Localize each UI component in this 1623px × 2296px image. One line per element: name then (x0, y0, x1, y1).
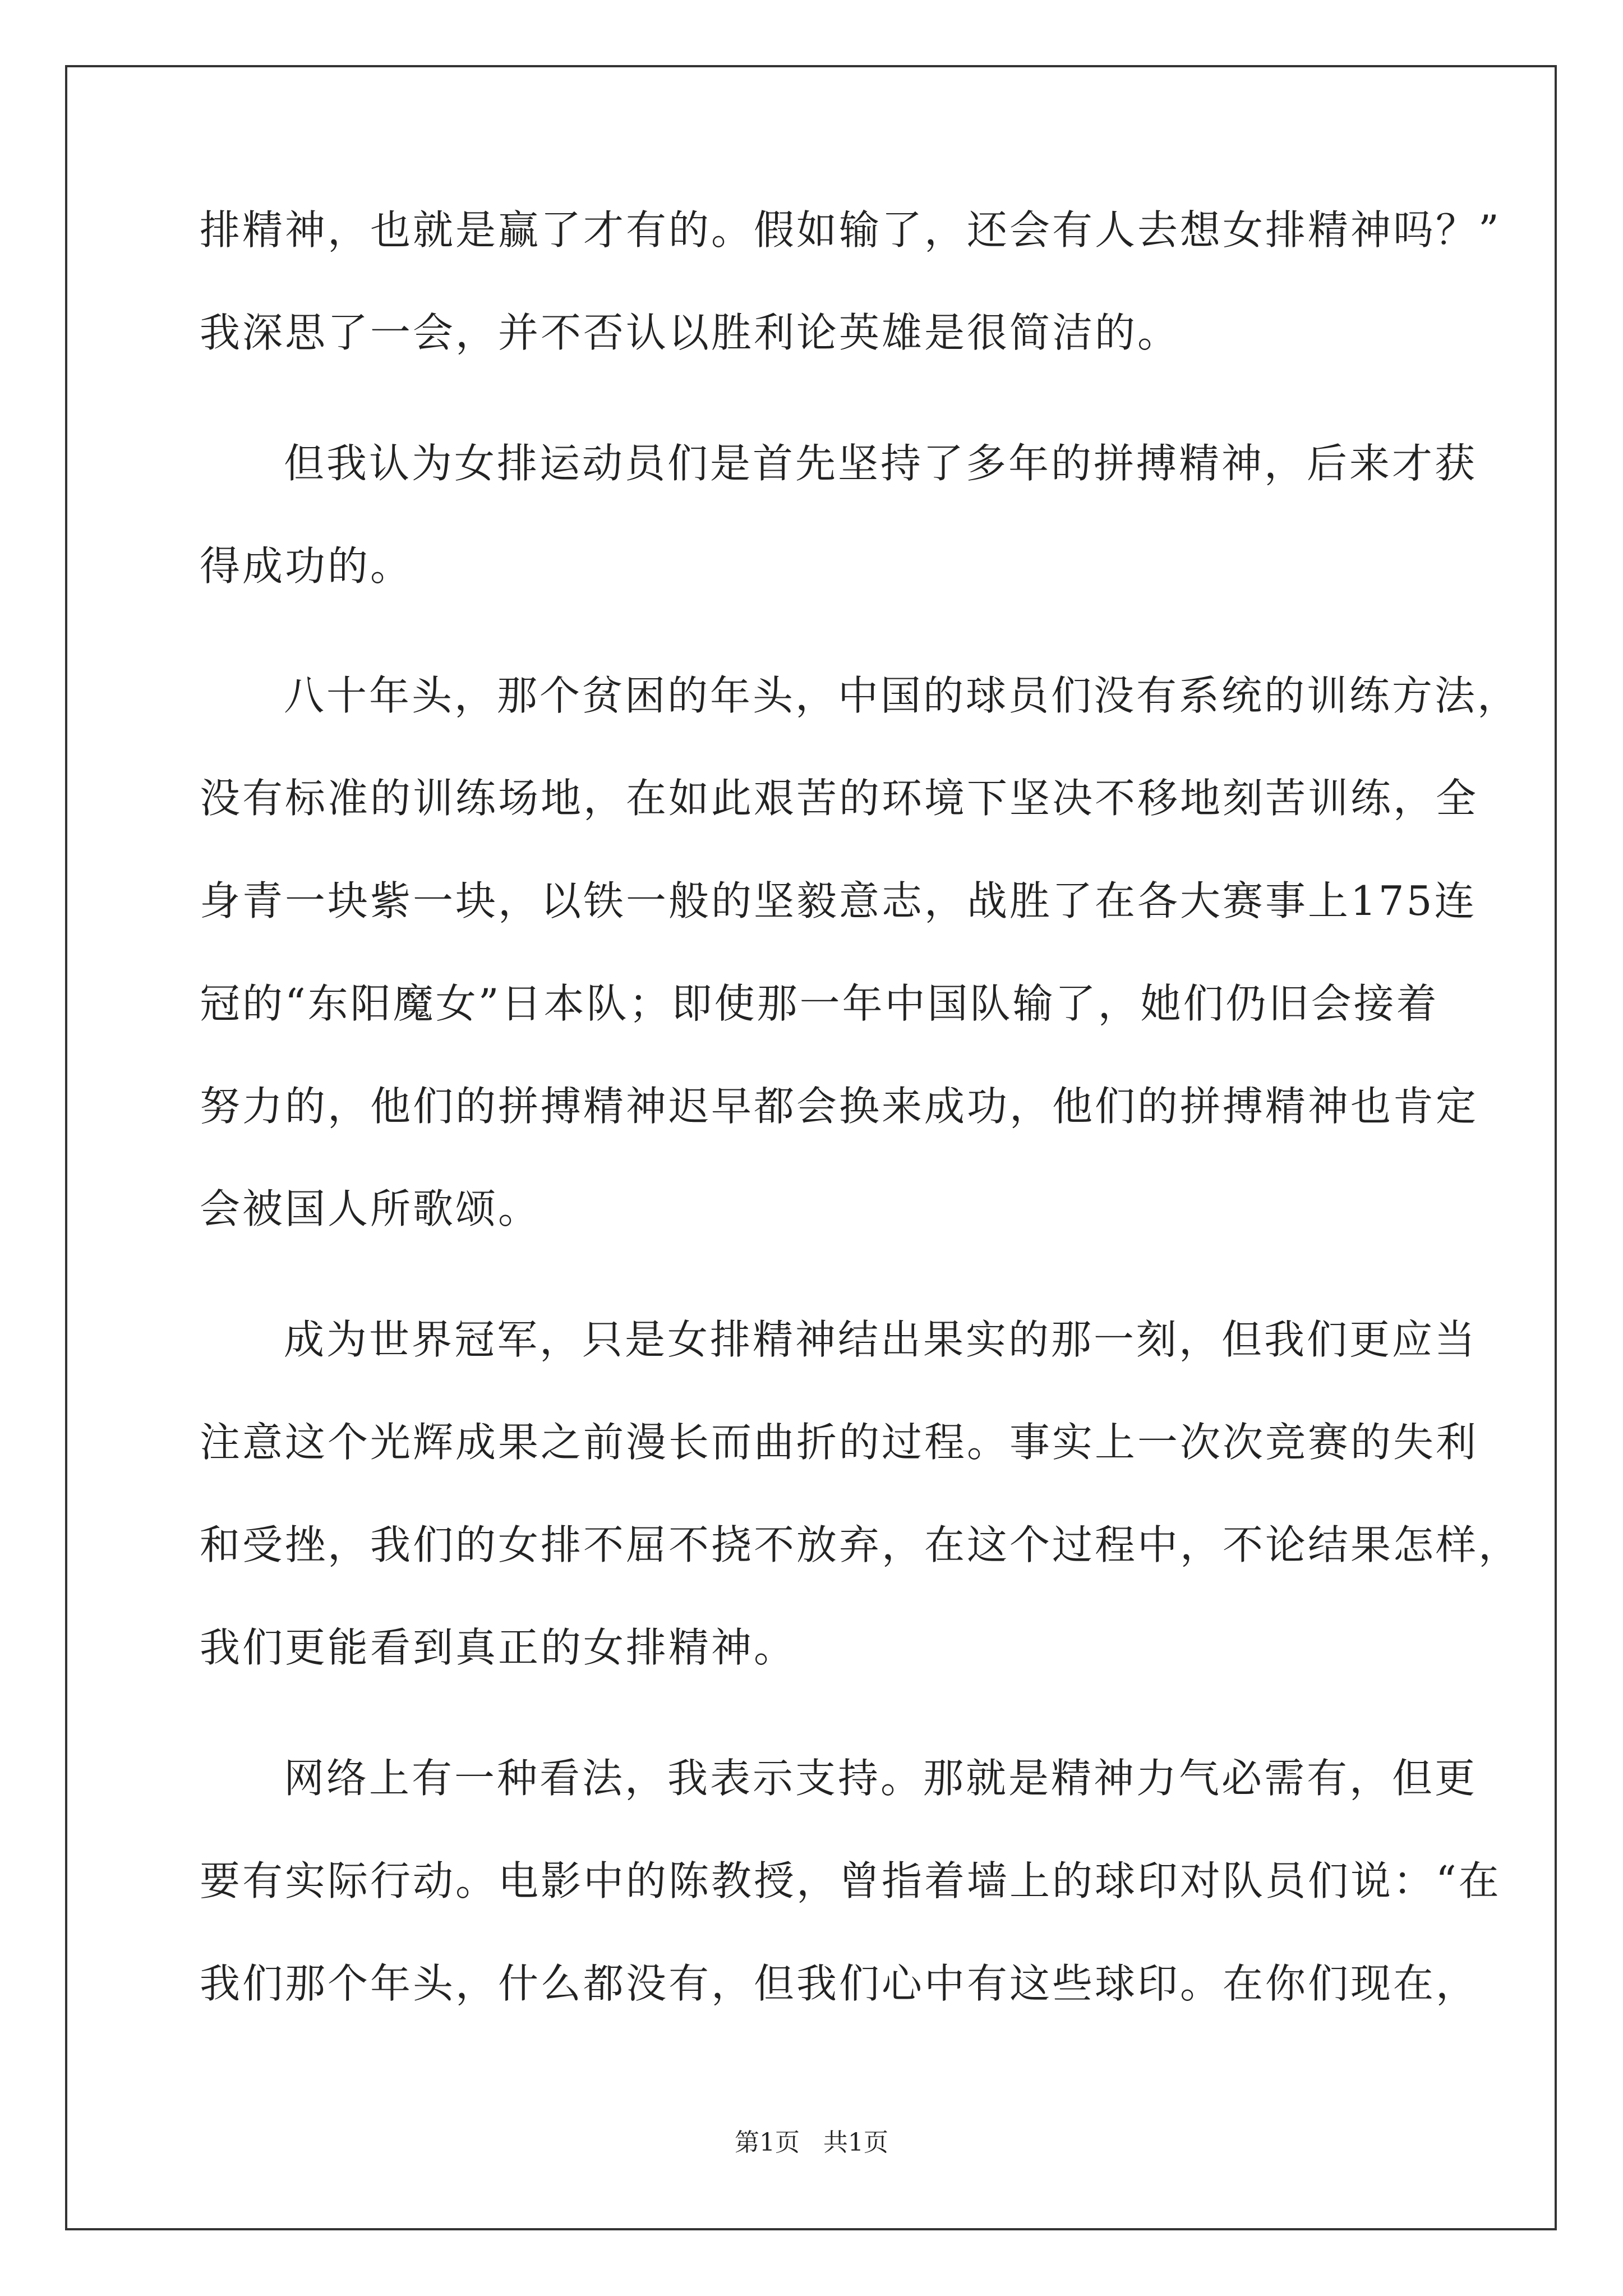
text-line: 注意这个光辉成果之前漫长而曲折的过程。事实上一次次竞赛的失利 (200, 1419, 1479, 1466)
text-line: 要有实际行动。电影中的陈教授，曾指着墙上的球印对队员们说：“在 (200, 1857, 1501, 1904)
text-line: 会被国人所歌颂。 (200, 1185, 541, 1232)
text-line: 排精神，也就是赢了才有的。假如输了，还会有人去想女排精神吗？” (200, 206, 1501, 254)
text-line: 我们那个年头，什么都没有，但我们心中有这些球印。在你们现在， (200, 1960, 1479, 2007)
text-line: 网络上有一种看法，我表示支持。那就是精神力气必需有，但更 (284, 1755, 1478, 1802)
text-line: 成为世界冠军，只是女排精神结出果实的那一刻，但我们更应当 (284, 1316, 1478, 1363)
text-line: 但我认为女排运动员们是首先坚持了多年的拼搏精神，后来才获 (284, 440, 1478, 487)
text-line: 和受挫，我们的女排不屈不挠不放弃，在这个过程中，不论结果怎样， (200, 1521, 1521, 1568)
text-line: 努力的，他们的拼搏精神迟早都会换来成功，他们的拼搏精神也肯定 (200, 1083, 1479, 1130)
text-line: 得成功的。 (200, 542, 413, 590)
text-line: 八十年头，那个贫困的年头，中国的球员们没有系统的训练方法， (284, 672, 1520, 719)
text-line: 没有标准的训练场地，在如此艰苦的环境下坚决不移地刻苦训练，全 (200, 775, 1479, 822)
page-number-footer: 第1页 共1页 (735, 2128, 888, 2157)
text-line: 身青一块紫一块，以铁一般的坚毅意志，战胜了在各大赛事上175连 (200, 877, 1477, 924)
text-line: 我们更能看到真正的女排精神。 (200, 1624, 797, 1671)
text-line: 冠的“东阳魔女”日本队；即使那一年中国队输了，她们仍旧会接着 (200, 980, 1439, 1027)
text-line: 我深思了一会，并不否认以胜利论英雄是很简洁的。 (200, 309, 1181, 356)
